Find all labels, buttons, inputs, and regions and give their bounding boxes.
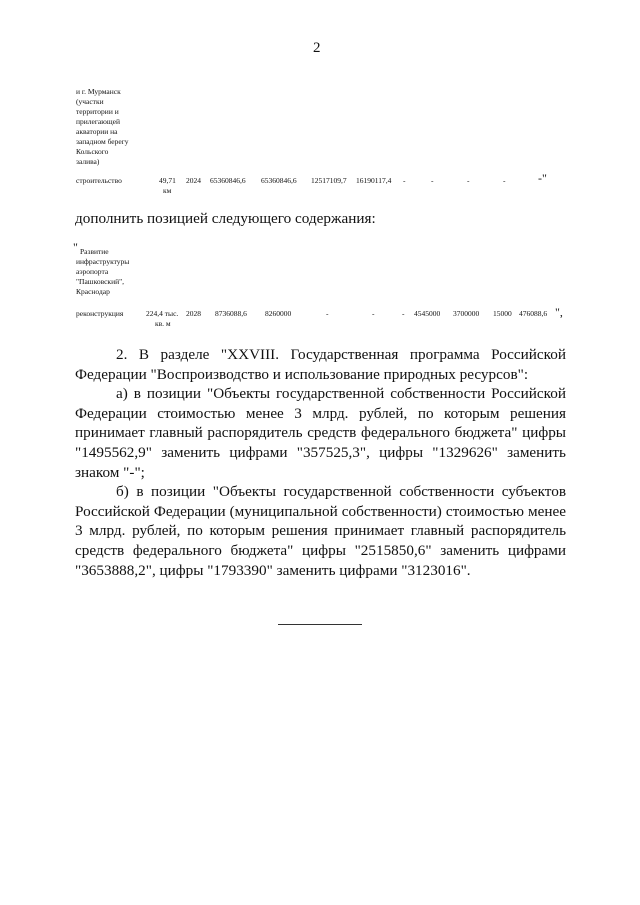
capacity-value: 224,4 тыс. [146, 309, 179, 318]
value-cell: 65360846,6 [210, 176, 246, 185]
opening-quote: " [73, 240, 78, 254]
dash-cell: - [431, 176, 434, 185]
value-cell: 15000 [493, 309, 512, 318]
object-name-line: аэропорта [76, 267, 109, 276]
dash-cell: - [372, 309, 375, 318]
closing-quote: -" [538, 171, 547, 185]
paragraph-item-a: а) в позиции "Объекты государственной собственности Российской Федерации стоимостью менее 3 млрд. рублей, по которым решения принимает главный распорядитель средств федерального бюджета" цифры "1495562,9" заменить цифрами "357525,3", цифры "1329626" заменить знаком "-"; [75, 385, 566, 481]
object-name-line: залива) [76, 157, 100, 166]
value-cell: 476088,6 [519, 309, 548, 318]
object-name-line: Развитие [80, 247, 109, 256]
object-name-line: Краснодар [76, 287, 110, 296]
object-name-line: инфраструктуры [76, 257, 130, 266]
dash-cell: - [467, 176, 470, 185]
supplement-instruction: дополнить позицией следующего содержания: [75, 210, 376, 227]
year-cell: 2024 [186, 176, 201, 185]
closing-rule [278, 624, 362, 625]
object-name-line: "Пашковский", [76, 277, 125, 286]
closing-quote: ", [555, 305, 563, 319]
paragraph-item-b: б) в позиции "Объекты государственной собственности субъектов Российской Федерации (муниципальной собственности) стоимостью менее 3 млрд. рублей, по которым решения принимает главный распорядитель средств федерального бюджета" цифры "2515850,6" заменить цифрами "3653888,2", цифры "1793390" заменить цифрами "3123016". [75, 483, 566, 579]
dash-cell: - [402, 309, 405, 318]
paragraph-section-xxviii: 2. В разделе "XXVIII. Государственная программа Российской Федерации "Воспроизводство и использование природных ресурсов": [75, 346, 566, 383]
capacity-unit: кв. м [155, 319, 171, 328]
object-name-line: территории и [76, 107, 119, 116]
year-cell: 2028 [186, 309, 201, 318]
work-type: реконструкция [76, 309, 124, 318]
value-cell: 12517109,7 [311, 176, 347, 185]
work-type: строительство [76, 176, 122, 185]
object-name-line: и г. Мурманск [76, 87, 121, 96]
dash-cell: - [503, 176, 506, 185]
object-name-line: Кольского [76, 147, 109, 156]
capacity-value: 49,71 [159, 176, 176, 185]
value-cell: 3700000 [453, 309, 480, 318]
value-cell: 8736088,6 [215, 309, 247, 318]
value-cell: 4545000 [414, 309, 441, 318]
dash-cell: - [403, 176, 406, 185]
capacity-unit: км [163, 186, 172, 195]
object-name-line: прилегающей [76, 117, 120, 126]
value-cell: 16190117,4 [356, 176, 392, 185]
value-cell: 8260000 [265, 309, 292, 318]
dash-cell: - [326, 309, 329, 318]
amendment-text [75, 345, 566, 580]
object-name-line: западном берегу [76, 137, 129, 146]
object-name-line: акватории на [76, 127, 118, 136]
value-cell: 65360846,6 [261, 176, 297, 185]
page-number: 2 [313, 40, 321, 56]
object-name-line: (участки [76, 97, 104, 106]
